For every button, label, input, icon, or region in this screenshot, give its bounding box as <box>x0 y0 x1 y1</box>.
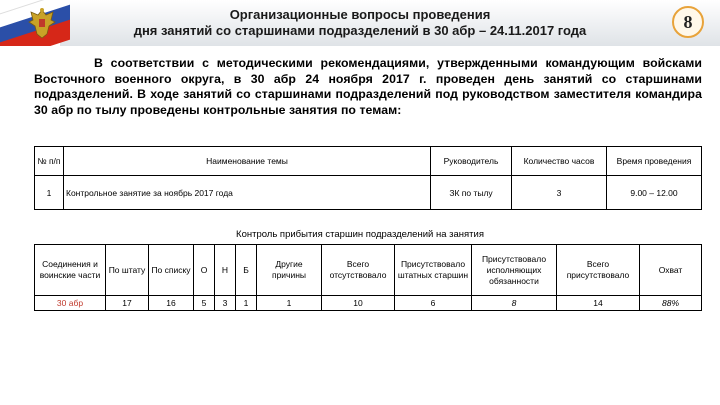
unit-cell: 30 абр <box>35 296 106 311</box>
page-title: Организационные вопросы проведения дня занятий со старшинами подразделений в 30 абр – 24.11.2017 года <box>133 7 587 38</box>
header-cell: Другие причины <box>257 245 322 296</box>
table-header-row <box>35 245 702 296</box>
header-cell: Количество часов <box>512 147 607 176</box>
header-cell: Б <box>236 245 257 296</box>
table-row <box>35 296 702 311</box>
table-cell: 9.00 – 12.00 <box>607 176 702 210</box>
header-cell: Время проведения <box>607 147 702 176</box>
header-cell: № п/п <box>35 147 64 176</box>
table-cell: ЗК по тылу <box>431 176 512 210</box>
intro-paragraph: В соответствии с методическими рекомендациями, утвержденными командующим войсками Восточного военного округа, в 30 абр 24 ноября 2017 г. проведен день занятий со старшинами подразделений. В ходе занятий со старшинами подразделений под руководством заместителя командира 30 абр по тылу проведены контрольные занятия по темам: <box>34 56 702 117</box>
table-cell: 17 <box>106 296 149 311</box>
header-cell: Присутствовало штатных старшин <box>395 245 472 296</box>
header-cell: Всего присутствовало <box>557 245 640 296</box>
table-header-row <box>35 147 702 176</box>
slide-header <box>0 0 720 46</box>
slide-number-badge: 8 <box>672 6 704 38</box>
topics-table <box>34 146 702 210</box>
table-cell: 3 <box>215 296 236 311</box>
table-cell: 10 <box>322 296 395 311</box>
header-cell: Руководитель <box>431 147 512 176</box>
table-cell: 8 <box>472 296 557 311</box>
header-cell: Присутствовало исполняющих обязанности <box>472 245 557 296</box>
header-cell: По списку <box>149 245 194 296</box>
double-headed-eagle-icon <box>27 6 57 40</box>
table-cell: 3 <box>512 176 607 210</box>
table-cell: Контрольное занятие за ноябрь 2017 года <box>64 176 431 210</box>
table-cell: 1 <box>257 296 322 311</box>
attendance-table <box>34 244 702 311</box>
attendance-caption: Контроль прибытия старшин подразделений на занятия <box>236 229 484 240</box>
header-cell: О <box>194 245 215 296</box>
table-cell: 1 <box>35 176 64 210</box>
header-cell: Наименование темы <box>64 147 431 176</box>
coverage-cell: 88% <box>640 296 702 311</box>
table-row <box>35 176 702 210</box>
header-cell: Соединения и воинские части <box>35 245 106 296</box>
table-cell: 6 <box>395 296 472 311</box>
header-cell: Всего отсутствовало <box>322 245 395 296</box>
header-cell: Охват <box>640 245 702 296</box>
header-cell: Н <box>215 245 236 296</box>
table-cell: 14 <box>557 296 640 311</box>
table-cell: 1 <box>236 296 257 311</box>
table-cell: 16 <box>149 296 194 311</box>
table-cell: 5 <box>194 296 215 311</box>
header-cell: По штату <box>106 245 149 296</box>
